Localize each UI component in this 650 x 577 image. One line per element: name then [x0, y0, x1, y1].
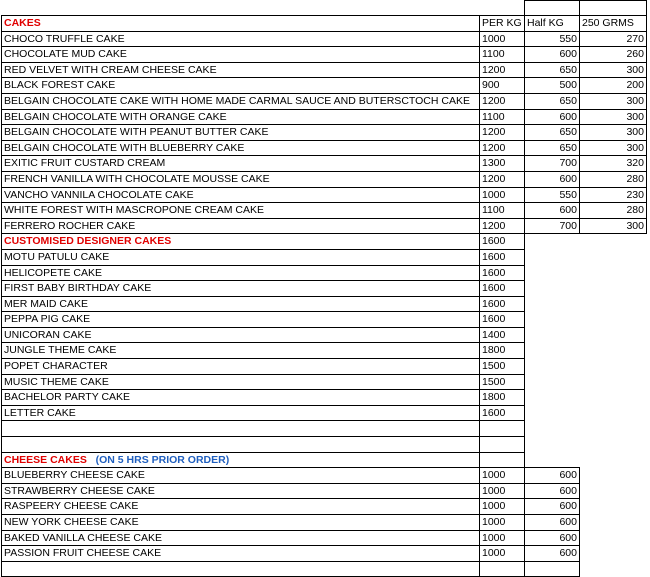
cake-name: WHITE FOREST WITH MASCROPONE CREAM CAKE [2, 203, 480, 219]
cake-row [2, 187, 647, 203]
empty-cell [525, 327, 580, 343]
empty-cell [580, 421, 647, 437]
price-list-table [1, 0, 647, 577]
empty-cell [525, 405, 580, 421]
cheese-per-kg-price: 1000 [480, 483, 525, 499]
cheese-section-heading [2, 452, 480, 468]
cake-per-kg-price: 1000 [480, 187, 525, 203]
customised-row [2, 343, 647, 359]
cheese-half-kg-price: 600 [525, 530, 580, 546]
cake-per-kg-price: 900 [480, 78, 525, 94]
cake-name: BLACK FOREST CAKE [2, 78, 480, 94]
cheese-row [2, 515, 647, 531]
empty-cell [580, 515, 647, 531]
cheese-per-kg-price: 1000 [480, 515, 525, 531]
customised-cake-name: FIRST BABY BIRTHDAY CAKE [2, 281, 480, 297]
empty-cell [480, 421, 525, 437]
cake-250g-price: 200 [580, 78, 647, 94]
empty-cell [580, 390, 647, 406]
cheese-cake-name: BLUEBERRY CHEESE CAKE [2, 468, 480, 484]
customised-cake-name: HELICOPETE CAKE [2, 265, 480, 281]
empty-cell [525, 343, 580, 359]
cake-half-kg-price: 650 [525, 93, 580, 109]
cake-half-kg-price: 600 [525, 47, 580, 63]
customised-row [2, 265, 647, 281]
cake-half-kg-price: 600 [525, 171, 580, 187]
empty-cell [580, 312, 647, 328]
cake-per-kg-price: 1200 [480, 171, 525, 187]
cheese-cake-name: STRAWBERRY CHEESE CAKE [2, 483, 480, 499]
cake-name: FRENCH VANILLA WITH CHOCOLATE MOUSSE CAKE [2, 171, 480, 187]
customised-cake-price: 1600 [480, 296, 525, 312]
empty-cell [525, 234, 580, 250]
empty-cell [580, 483, 647, 499]
cheese-row [2, 499, 647, 515]
cheese-cake-name: BAKED VANILLA CHEESE CAKE [2, 530, 480, 546]
cake-250g-price: 320 [580, 156, 647, 172]
cakes-header-row [2, 16, 647, 32]
customised-row [2, 281, 647, 297]
cake-row [2, 109, 647, 125]
g250-header: 250 GRMS [580, 16, 647, 32]
customised-cake-price: 1500 [480, 359, 525, 375]
empty-row [2, 437, 647, 453]
cake-name: BELGAIN CHOCOLATE WITH PEANUT BUTTER CAKE [2, 125, 480, 141]
customised-cake-price: 1600 [480, 249, 525, 265]
empty-cell [580, 374, 647, 390]
cheese-row [2, 483, 647, 499]
customised-cake-price: 1800 [480, 390, 525, 406]
cake-per-kg-price: 1200 [480, 140, 525, 156]
empty-row [2, 421, 647, 437]
customised-cake-name: MER MAID CAKE [2, 296, 480, 312]
cake-half-kg-price: 650 [525, 140, 580, 156]
empty-cell [525, 390, 580, 406]
cheese-half-kg-price: 600 [525, 546, 580, 562]
cake-name: EXITIC FRUIT CUSTARD CREAM [2, 156, 480, 172]
empty-cell [525, 421, 580, 437]
cake-250g-price: 300 [580, 62, 647, 78]
customised-row [2, 405, 647, 421]
cheese-per-kg-price: 1000 [480, 546, 525, 562]
cheese-row [2, 546, 647, 562]
cake-per-kg-price: 1300 [480, 156, 525, 172]
empty-cell [480, 561, 525, 577]
empty-cell [580, 561, 647, 577]
customised-cake-name: POPET CHARACTER [2, 359, 480, 375]
cheese-row [2, 530, 647, 546]
customised-row [2, 374, 647, 390]
empty-cell [2, 561, 480, 577]
cheese-cake-name: PASSION FRUIT CHEESE CAKE [2, 546, 480, 562]
cake-250g-price: 300 [580, 218, 647, 234]
cake-row [2, 203, 647, 219]
empty-row [2, 561, 647, 577]
customised-cake-name: JUNGLE THEME CAKE [2, 343, 480, 359]
customised-cake-price: 1600 [480, 281, 525, 297]
cake-row [2, 218, 647, 234]
cake-name: BELGAIN CHOCOLATE CAKE WITH HOME MADE CARMAL SAUCE AND BUTERSCTOCH CAKE [2, 93, 480, 109]
cake-per-kg-price: 1000 [480, 31, 525, 47]
empty-cell [580, 546, 647, 562]
customised-cake-price: 1800 [480, 343, 525, 359]
cheese-order-note: (ON 5 HRS PRIOR ORDER) [95, 453, 230, 466]
empty-cell [580, 359, 647, 375]
cheese-half-kg-price: 600 [525, 483, 580, 499]
empty-cell [580, 452, 647, 468]
cake-per-kg-price: 1200 [480, 93, 525, 109]
cake-half-kg-price: 550 [525, 31, 580, 47]
customised-section-title: CUSTOMISED DESIGNER CAKES [2, 234, 480, 250]
cake-per-kg-price: 1100 [480, 47, 525, 63]
cake-row [2, 47, 647, 63]
cake-name: BELGAIN CHOCOLATE WITH ORANGE CAKE [2, 109, 480, 125]
cake-250g-price: 300 [580, 125, 647, 141]
cheese-cake-name: RASPEERY CHEESE CAKE [2, 499, 480, 515]
customised-cake-name: PEPPA PIG CAKE [2, 312, 480, 328]
cake-250g-price: 230 [580, 187, 647, 203]
customised-cake-name: UNICORAN CAKE [2, 327, 480, 343]
cake-name: CHOCOLATE MUD CAKE [2, 47, 480, 63]
customised-cake-price: 1500 [480, 374, 525, 390]
cheese-row [2, 468, 647, 484]
cake-row [2, 140, 647, 156]
cake-name: CHOCO TRUFFLE CAKE [2, 31, 480, 47]
cheese-header-row [2, 452, 647, 468]
empty-cell [580, 343, 647, 359]
cake-per-kg-price: 1200 [480, 218, 525, 234]
cake-half-kg-price: 500 [525, 78, 580, 94]
cake-half-kg-price: 650 [525, 62, 580, 78]
empty-cell [525, 265, 580, 281]
cheese-per-kg-price: 1000 [480, 499, 525, 515]
empty-cell [525, 561, 580, 577]
cake-per-kg-price: 1100 [480, 203, 525, 219]
customised-cake-name: BACHELOR PARTY CAKE [2, 390, 480, 406]
cake-250g-price: 260 [580, 47, 647, 63]
cake-half-kg-price: 650 [525, 125, 580, 141]
cheese-half-kg-price: 600 [525, 468, 580, 484]
empty-cell [580, 437, 647, 453]
cakes-section-title: CAKES [2, 16, 480, 32]
empty-cell [525, 359, 580, 375]
cake-per-kg-price: 1100 [480, 109, 525, 125]
empty-cell [2, 437, 480, 453]
customised-cake-price: 1600 [480, 405, 525, 421]
empty-cell [580, 499, 647, 515]
cake-name: FERRERO ROCHER CAKE [2, 218, 480, 234]
empty-cell [525, 296, 580, 312]
cheese-cake-name: NEW YORK CHEESE CAKE [2, 515, 480, 531]
customised-header-row [2, 234, 647, 250]
customised-cake-price: 1600 [480, 265, 525, 281]
cheese-half-kg-price: 600 [525, 515, 580, 531]
cake-half-kg-price: 700 [525, 218, 580, 234]
cake-250g-price: 300 [580, 109, 647, 125]
half-kg-header: Half KG [525, 16, 580, 32]
cake-half-kg-price: 550 [525, 187, 580, 203]
cake-row [2, 93, 647, 109]
customised-row [2, 359, 647, 375]
cake-name: RED VELVET WITH CREAM CHEESE CAKE [2, 62, 480, 78]
price-list-body [2, 1, 647, 577]
cake-name: VANCHO VANNILA CHOCOLATE CAKE [2, 187, 480, 203]
customised-row [2, 249, 647, 265]
empty-cell [580, 327, 647, 343]
customised-row [2, 296, 647, 312]
cheese-per-kg-price: 1000 [480, 530, 525, 546]
per-kg-header: PER KG [480, 16, 525, 32]
empty-cell [580, 281, 647, 297]
cake-row [2, 78, 647, 94]
cake-250g-price: 300 [580, 140, 647, 156]
cheese-per-kg-price: 1000 [480, 468, 525, 484]
customised-cake-name: MOTU PATULU CAKE [2, 249, 480, 265]
empty-cell [580, 249, 647, 265]
cake-per-kg-price: 1200 [480, 125, 525, 141]
empty-cell [525, 249, 580, 265]
cake-250g-price: 300 [580, 93, 647, 109]
empty-cell [580, 265, 647, 281]
cake-per-kg-price: 1200 [480, 62, 525, 78]
top-spacer-row [2, 1, 647, 16]
empty-cell [580, 234, 647, 250]
customised-header-price: 1600 [480, 234, 525, 250]
customised-row [2, 327, 647, 343]
cake-250g-price: 280 [580, 203, 647, 219]
cake-half-kg-price: 700 [525, 156, 580, 172]
cake-row [2, 125, 647, 141]
empty-cell [480, 437, 525, 453]
customised-cake-price: 1400 [480, 327, 525, 343]
empty-cell [580, 530, 647, 546]
cheese-half-kg-price: 600 [525, 499, 580, 515]
cake-row [2, 62, 647, 78]
customised-cake-name: MUSIC THEME CAKE [2, 374, 480, 390]
cake-half-kg-price: 600 [525, 203, 580, 219]
customised-row [2, 312, 647, 328]
empty-cell [580, 405, 647, 421]
cake-250g-price: 270 [580, 31, 647, 47]
customised-cake-price: 1600 [480, 312, 525, 328]
empty-cell [580, 296, 647, 312]
customised-cake-name: LETTER CAKE [2, 405, 480, 421]
cake-row [2, 171, 647, 187]
empty-cell [580, 468, 647, 484]
cake-row [2, 156, 647, 172]
cake-row [2, 31, 647, 47]
cake-half-kg-price: 600 [525, 109, 580, 125]
cake-250g-price: 280 [580, 171, 647, 187]
empty-cell [525, 312, 580, 328]
cake-name: BELGAIN CHOCOLATE WITH BLUEBERRY CAKE [2, 140, 480, 156]
empty-cell [480, 452, 525, 468]
empty-cell [525, 374, 580, 390]
cheese-section-title: CHEESE CAKES [4, 453, 87, 466]
customised-row [2, 390, 647, 406]
empty-cell [525, 437, 580, 453]
empty-cell [2, 421, 480, 437]
empty-cell [525, 281, 580, 297]
empty-cell [525, 452, 580, 468]
